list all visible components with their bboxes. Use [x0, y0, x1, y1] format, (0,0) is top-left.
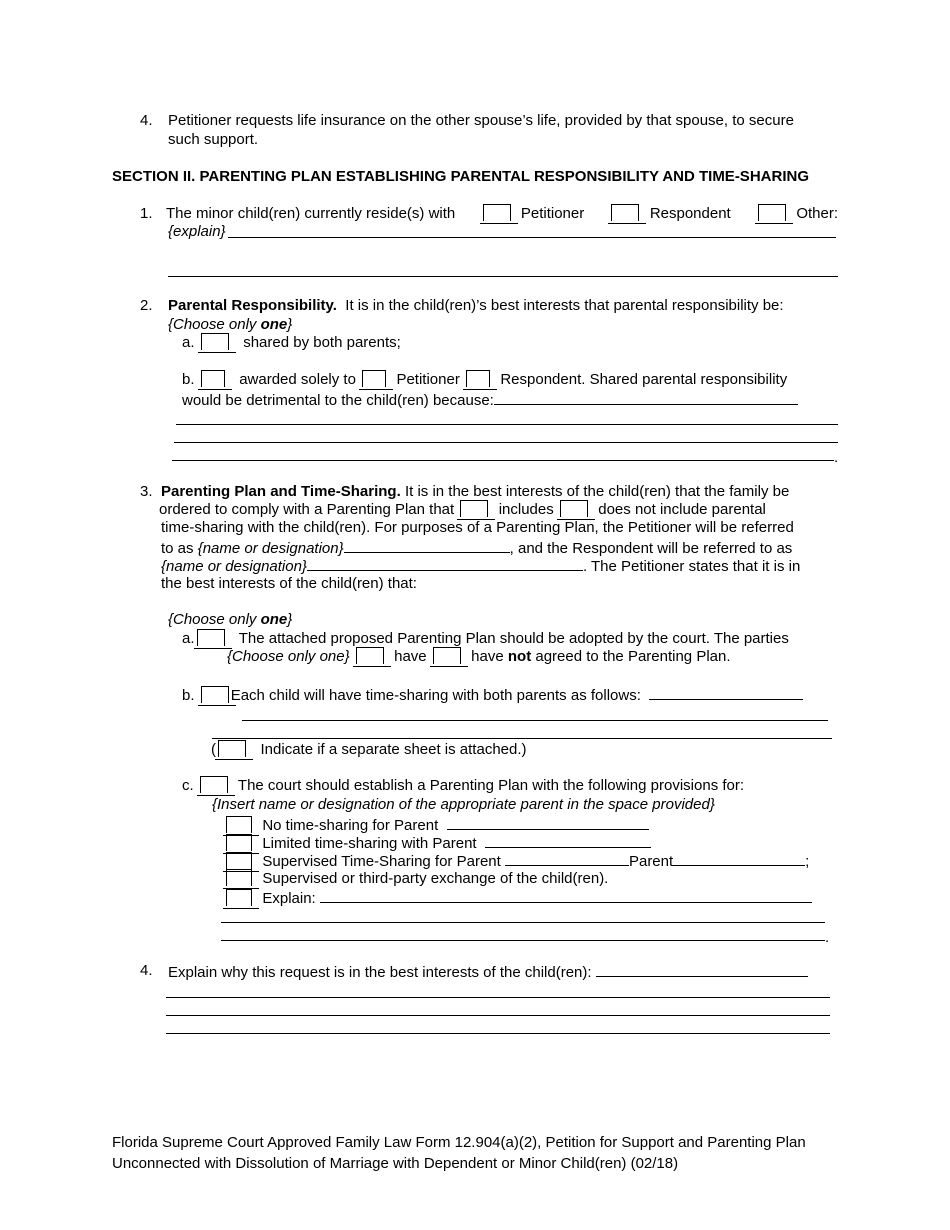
agreement-line: {Choose only one} have have not agreed to the Parenting Plan. [227, 648, 731, 665]
blank-line[interactable] [176, 424, 838, 425]
blank-line[interactable] [166, 997, 830, 998]
blank-line[interactable] [174, 442, 838, 443]
timesharing-blank[interactable] [649, 684, 803, 700]
item-text: Petitioner requests life insurance on the other spouse’s life, provided by that spouse, to secure [168, 112, 794, 129]
shared-checkbox[interactable] [201, 333, 229, 350]
item-number: 3. [140, 483, 153, 500]
item-text: such support. [168, 131, 259, 148]
footer-form-title: Florida Supreme Court Approved Family Law Form 12.904(a)(2), Petition for Support and Parenting Plan [112, 1134, 806, 1151]
sole-checkbox[interactable] [201, 370, 225, 387]
provision-option: No time-sharing for Parent [224, 814, 649, 835]
supervised-parent-blank[interactable] [505, 850, 629, 866]
provision-option: Limited time-sharing with Parent [224, 832, 651, 853]
sole-petitioner-checkbox[interactable] [362, 370, 386, 387]
provision-option: Supervised or third-party exchange of the child(ren). [224, 869, 608, 888]
option-b: b. awarded solely to Petitioner Respondent. Shared parental responsibility [182, 371, 788, 388]
section-heading: SECTION II. PARENTING PLAN ESTABLISHING PARENTAL RESPONSIBILITY AND TIME-SHARING [112, 168, 809, 185]
have-agreed-checkbox[interactable] [356, 647, 384, 664]
supervised-timesharing-checkbox[interactable] [226, 852, 252, 869]
end-period: . [825, 929, 830, 946]
explain-label: {explain} [168, 223, 226, 240]
residence-other-option [756, 204, 838, 223]
residence-line [166, 204, 838, 223]
supervised-exchange-checkbox[interactable] [226, 869, 252, 886]
residence-petitioner-checkbox[interactable] [483, 204, 511, 221]
no-timesharing-checkbox[interactable] [226, 816, 252, 833]
blank-line[interactable] [221, 940, 825, 941]
blank-line[interactable] [221, 922, 825, 923]
option-a: a. shared by both parents; [182, 334, 401, 351]
residence-respondent-option [609, 204, 730, 223]
residence-text: The minor child(ren) currently reside(s) with [166, 205, 456, 222]
no-timesharing-parent-blank[interactable] [447, 814, 649, 830]
explain-blank[interactable] [228, 222, 836, 238]
detrimental-line: would be detrimental to the child(ren) because: [182, 389, 798, 410]
item-number: 4. [140, 962, 153, 979]
limited-timesharing-checkbox[interactable] [226, 834, 252, 851]
petitioner-designation-blank[interactable] [344, 537, 510, 553]
supervisor-blank[interactable] [673, 850, 805, 866]
option-a: a. The attached proposed Parenting Plan should be adopted by the court. The parties [182, 630, 789, 647]
blank-line[interactable] [242, 720, 828, 721]
sole-respondent-checkbox[interactable] [466, 370, 490, 387]
parenting-plan-text: ordered to comply with a Parenting Plan that includes does not include parental [159, 501, 766, 518]
court-establish-checkbox[interactable] [200, 776, 228, 793]
choose-one-note: {Choose only one} [168, 611, 293, 628]
respondent-designation-line: {name or designation} . The Petitioner states that it is in [161, 555, 838, 576]
residence-petitioner-option [481, 204, 585, 223]
separate-sheet-checkbox[interactable] [218, 740, 246, 757]
parenting-plan-heading: Parenting Plan and Time-Sharing. It is in the best interests of the child(ren) that the family be [161, 483, 790, 500]
proposed-plan-checkbox[interactable] [197, 629, 225, 646]
detrimental-blank[interactable] [494, 389, 798, 405]
provision-option: Explain: [224, 887, 812, 908]
have-not-agreed-checkbox[interactable] [433, 647, 461, 664]
blank-line[interactable] [166, 1015, 830, 1016]
option-c: c. The court should establish a Parenting Plan with the following provisions for: [182, 777, 745, 794]
item-number: 1. [140, 205, 153, 222]
separate-sheet-line: ( Indicate if a separate sheet is attached.) [211, 741, 527, 758]
respondent-designation-blank[interactable] [307, 555, 583, 571]
blank-line[interactable] [168, 276, 838, 277]
best-interests-line: Explain why this request is in the best interests of the child(ren): [168, 961, 808, 982]
limited-timesharing-parent-blank[interactable] [485, 832, 651, 848]
blank-line[interactable] [212, 738, 832, 739]
other-label: Other: [796, 205, 838, 222]
residence-other-checkbox[interactable] [758, 204, 786, 221]
best-interests-blank[interactable] [596, 961, 808, 977]
blank-line[interactable] [166, 1033, 830, 1034]
timesharing-checkbox[interactable] [201, 686, 229, 703]
residence-respondent-checkbox[interactable] [611, 204, 639, 221]
not-include-checkbox[interactable] [560, 500, 588, 517]
item-number: 2. [140, 297, 153, 314]
provision-option: Supervised Time-Sharing for Parent Parent ; [224, 850, 809, 871]
choose-one-note: {Choose only one} [168, 316, 293, 333]
insert-name-note: {Insert name or designation of the appropriate parent in the space provided} [212, 796, 715, 813]
parenting-plan-text: time-sharing with the child(ren). For purposes of a Parenting Plan, the Petitioner will be referred [161, 519, 794, 536]
explain-blank[interactable] [320, 887, 812, 903]
option-b: b. Each child will have time-sharing with both parents as follows: [182, 684, 803, 705]
includes-checkbox[interactable] [460, 500, 488, 517]
item-number: 4. [140, 112, 153, 129]
footer-form-subtitle: Unconnected with Dissolution of Marriage with Dependent or Minor Child(ren) (02/18) [112, 1155, 679, 1172]
parental-responsibility-heading: Parental Responsibility. It is in the child(ren)’s best interests that parental responsibility be: [168, 297, 784, 314]
end-period: . [834, 449, 839, 466]
explain-line [168, 222, 836, 241]
explain-checkbox[interactable] [226, 889, 252, 906]
blank-line[interactable] [172, 460, 834, 461]
parenting-plan-text: the best interests of the child(ren) that: [161, 575, 417, 592]
respondent-label: Respondent [649, 205, 731, 222]
petitioner-designation-line: to as {name or designation} , and the Respondent will be referred to as [161, 537, 838, 558]
petitioner-label: Petitioner [520, 205, 585, 222]
